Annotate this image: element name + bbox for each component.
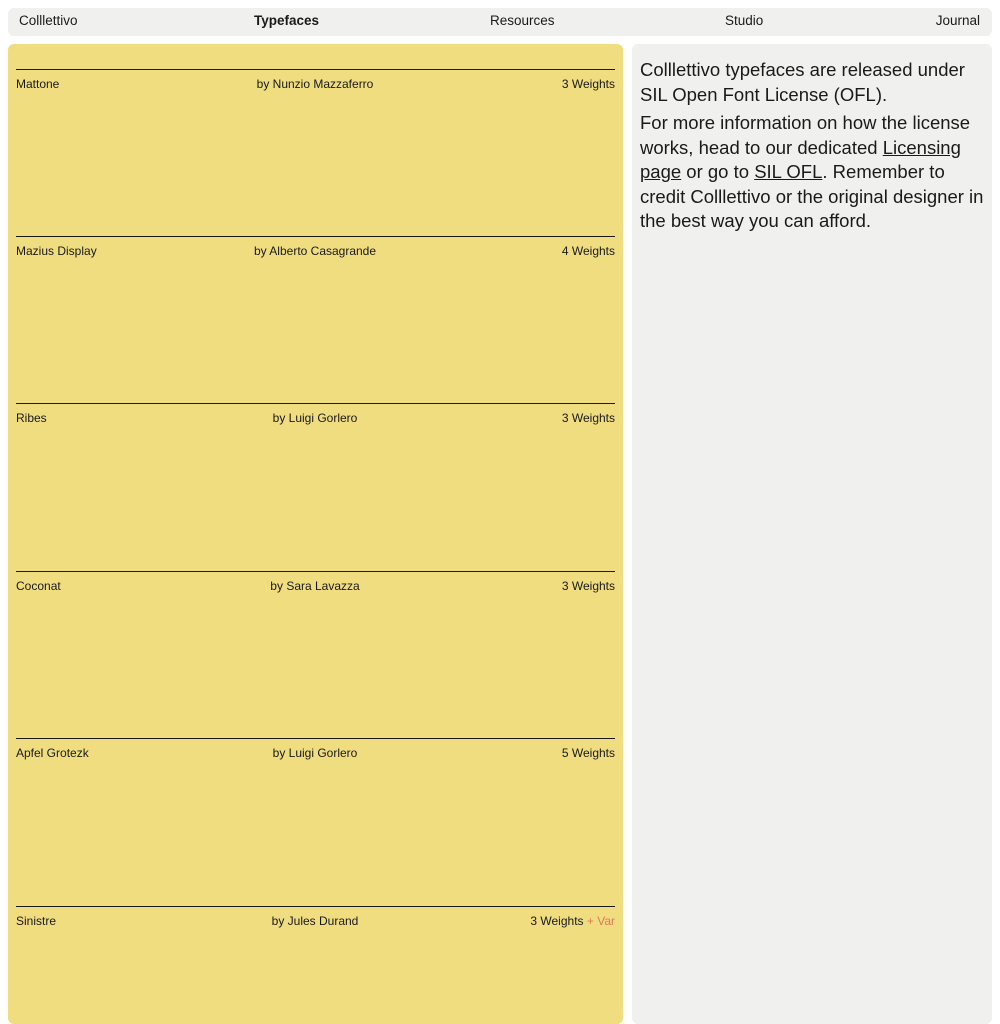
weights-count: 4 Weights <box>561 244 615 258</box>
typeface-weights <box>562 579 615 593</box>
typeface-weights <box>562 411 615 425</box>
nav-studio-link[interactable]: Studio <box>725 13 764 28</box>
nav-home-link[interactable]: Colllettivo <box>19 13 78 28</box>
weights-count: 3 Weights <box>561 411 615 425</box>
typeface-designer: by Luigi Gorlero <box>272 411 358 425</box>
typeface-row-mazius-display[interactable] <box>16 236 615 403</box>
typeface-row-sinistre[interactable] <box>16 906 615 1024</box>
typeface-row-coconat[interactable] <box>16 571 615 738</box>
variable-badge: + Var <box>586 914 615 928</box>
nav-typefaces-link[interactable]: Typefaces <box>254 13 320 28</box>
typeface-designer: by Nunzio Mazzaferro <box>256 77 374 91</box>
typeface-designer: by Sara Lavazza <box>270 579 360 593</box>
license-or-text: or go to <box>686 161 750 182</box>
typeface-row-mattone[interactable] <box>16 69 615 236</box>
license-period: . <box>822 161 828 182</box>
typeface-name: Ribes <box>16 411 47 425</box>
typeface-list-panel <box>8 44 623 1024</box>
nav-journal-link[interactable]: Journal <box>935 13 980 28</box>
licensing-page-link[interactable]: Licensing page <box>640 136 961 182</box>
typeface-weights <box>562 746 615 760</box>
license-text <box>640 58 985 238</box>
license-more-info <box>640 111 985 234</box>
sil-ofl-link[interactable]: SIL OFL <box>754 161 823 182</box>
typeface-name: Sinistre <box>16 914 57 928</box>
nav-resources-link[interactable]: Resources <box>490 13 555 28</box>
typeface-weights <box>562 244 615 258</box>
license-info-panel <box>632 44 992 1024</box>
weights-count: 3 Weights <box>561 579 615 593</box>
license-credit: Remember to credit Colllettivo or the original designer in the best way you can afford. <box>640 161 984 231</box>
license-more-prefix: For more information on how the license works, head to our dedicated <box>640 112 971 158</box>
typeface-name: Mattone <box>16 77 60 91</box>
typeface-weights <box>562 77 615 91</box>
license-intro: Colllettivo typefaces are released under SIL Open Font License (OFL). <box>640 59 965 105</box>
typeface-weights <box>530 914 615 928</box>
typeface-name: Mazius Display <box>16 244 97 258</box>
weights-count: 5 Weights <box>561 746 615 760</box>
typeface-row-apfel-grotezk[interactable] <box>16 738 615 905</box>
weights-count: 3 Weights <box>530 914 584 928</box>
typeface-row-ribes[interactable] <box>16 403 615 570</box>
typeface-name: Coconat <box>16 579 61 593</box>
typeface-name: Apfel Grotezk <box>16 746 89 760</box>
typeface-designer: by Luigi Gorlero <box>272 746 358 760</box>
typeface-designer: by Jules Durand <box>271 914 359 928</box>
typeface-designer: by Alberto Casagrande <box>253 244 377 258</box>
top-nav <box>8 8 992 36</box>
weights-count: 3 Weights <box>561 77 615 91</box>
